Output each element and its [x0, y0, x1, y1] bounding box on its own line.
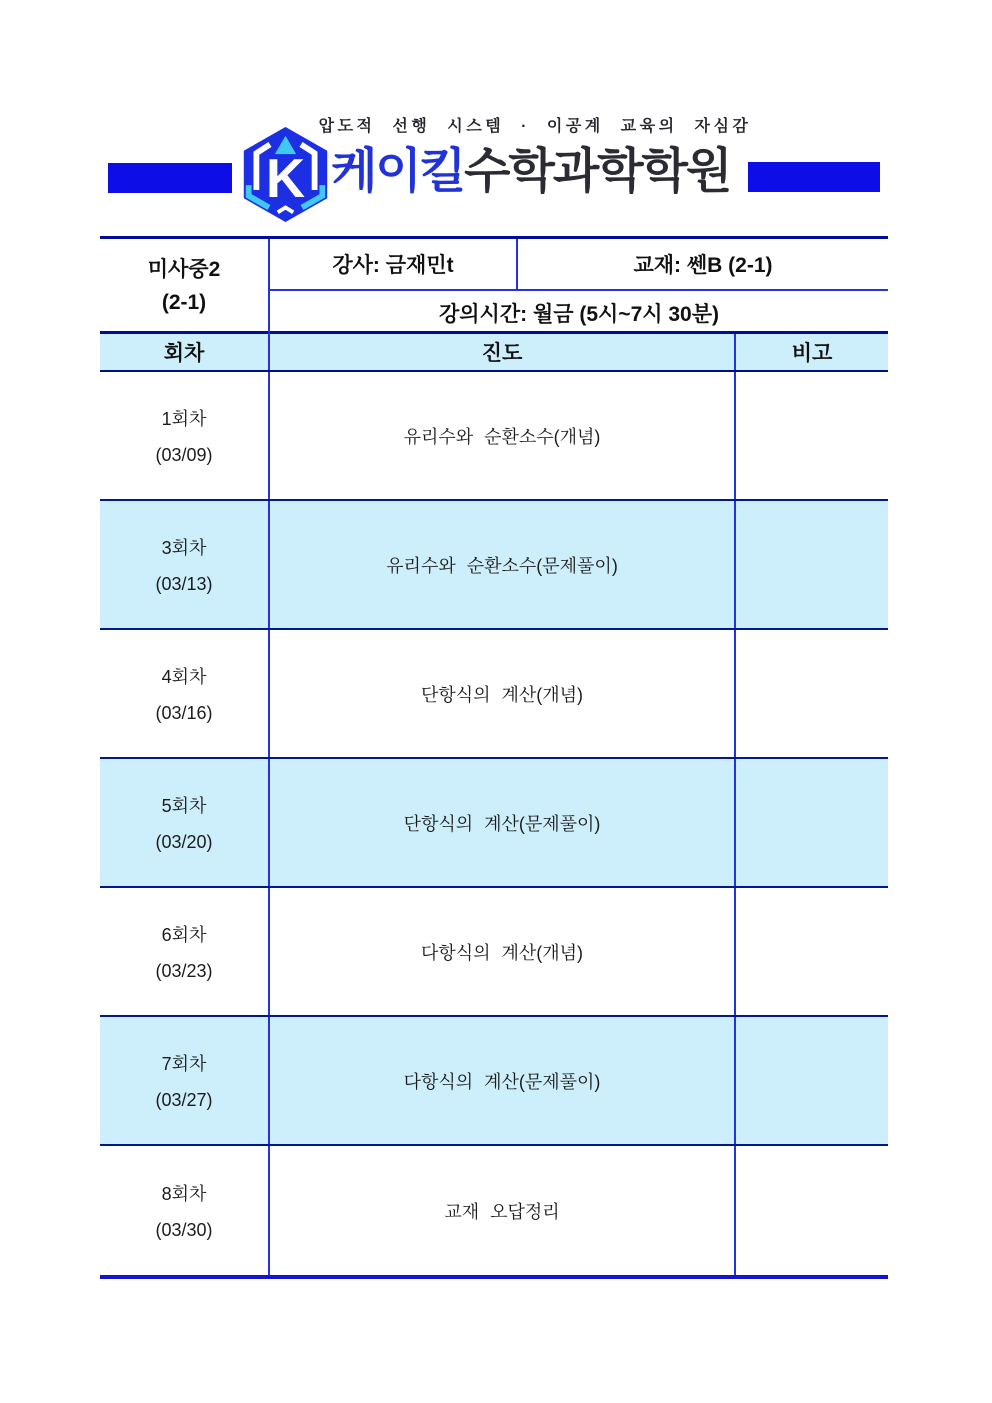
logo-bar-left: [108, 163, 232, 193]
session-label: 7회차: [161, 1054, 207, 1074]
progress-cell: 단항식의 계산(개념): [270, 630, 736, 757]
session-date: (03/16): [155, 703, 213, 723]
session-cell: [100, 759, 270, 886]
table-row: [100, 759, 888, 888]
logo-tagline: 압도적 선행 시스템 · 이공계 교육의 자심감: [318, 118, 752, 135]
table-row: [100, 888, 888, 1017]
session-label: 8회차: [161, 1184, 207, 1204]
note-cell: [736, 888, 888, 1015]
progress-cell: 단항식의 계산(문제풀이): [270, 759, 736, 886]
progress-cell: 교재 오답정리: [270, 1146, 736, 1275]
logo-name-dark: 수학과학학원: [464, 145, 731, 198]
session-label: 3회차: [161, 538, 207, 558]
k-hexagon-logo-icon: [237, 126, 334, 223]
table-row: [100, 501, 888, 630]
col-header-note: 비고: [791, 342, 833, 365]
session-date: (03/09): [155, 445, 213, 465]
textbook-cell: 교재: 쎈B (2-1): [518, 239, 888, 291]
logo-name-blue: 케이킬: [331, 145, 465, 198]
session-cell: [100, 1146, 270, 1275]
session-date: (03/23): [155, 961, 213, 981]
note-cell: [736, 630, 888, 757]
teacher-cell: 강사: 금재민t: [270, 239, 518, 291]
session-cell: [100, 888, 270, 1015]
session-cell: [100, 1017, 270, 1144]
info-header: [100, 239, 888, 334]
session-label: 4회차: [161, 667, 207, 687]
column-header-row: [100, 334, 888, 372]
table-row: [100, 1146, 888, 1275]
note-cell: [736, 372, 888, 499]
class-name-line2: (2-1): [161, 290, 207, 314]
session-cell: [100, 372, 270, 499]
table-row: [100, 1017, 888, 1146]
session-date: (03/20): [155, 832, 213, 852]
table-row: [100, 630, 888, 759]
session-date: (03/27): [155, 1090, 213, 1110]
class-name-cell: [100, 239, 270, 334]
session-label: 5회차: [161, 796, 207, 816]
note-cell: [736, 759, 888, 886]
note-cell: [736, 501, 888, 628]
session-label: 1회차: [161, 409, 207, 429]
col-header-session: 회차: [100, 334, 270, 370]
col-header-progress: 진도: [270, 334, 736, 370]
session-label: 6회차: [161, 925, 207, 945]
session-cell: [100, 630, 270, 757]
session-date: (03/30): [155, 1220, 213, 1240]
logo-bar-right: [748, 162, 880, 192]
session-date: (03/13): [155, 574, 213, 594]
session-cell: [100, 501, 270, 628]
logo-name: [331, 141, 730, 203]
table-row: [100, 372, 888, 501]
k-letter: K: [265, 147, 306, 209]
class-name-line1: 미사중2: [147, 257, 221, 281]
progress-cell: 다항식의 계산(개념): [270, 888, 736, 1015]
note-cell: [736, 1017, 888, 1144]
table-bottom-border: [100, 1275, 888, 1279]
progress-cell: 유리수와 순환소수(문제풀이): [270, 501, 736, 628]
schedule-table: [100, 236, 888, 1279]
table-body: [100, 372, 888, 1275]
progress-cell: 유리수와 순환소수(개념): [270, 372, 736, 499]
note-cell: [736, 1146, 888, 1275]
lecture-time-cell: 강의시간: 월금 (5시~7시 30분): [438, 302, 720, 326]
progress-cell: 다항식의 계산(문제풀이): [270, 1017, 736, 1144]
